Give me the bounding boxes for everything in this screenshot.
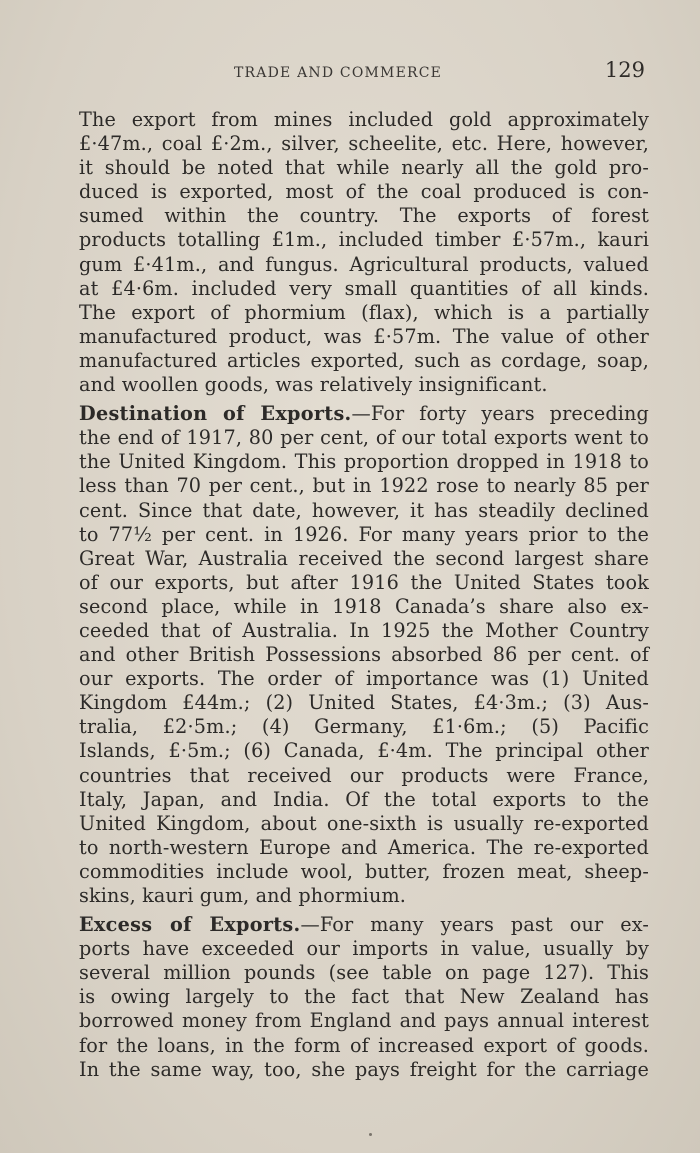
text-line: and other British Possessions absorbed 86 per cent. of [79, 643, 649, 667]
text-line: Islands, £·5m.; (6) Canada, £·4m. The principal other [79, 739, 649, 763]
text-line: Great War, Australia received the second largest share [79, 546, 649, 570]
text-line: Kingdom £44m.; (2) United States, £4·3m.; (3) Aus- [79, 691, 649, 715]
section-heading: Destination of Exports. [79, 402, 352, 426]
text-line: ceeded that of Australia. In 1925 the Mother Country [79, 618, 649, 642]
page-number: 129 [604, 58, 645, 82]
text-line: manufactured product, was £·57m. The value of other [79, 324, 649, 348]
text-line: less than 70 per cent., but in 1922 rose to nearly 85 per [79, 474, 649, 498]
text-line: our exports. The order of importance was (1) United [79, 667, 649, 691]
paragraph-mines-exports [79, 108, 649, 397]
text-line: is owing largely to the fact that New Zealand has [79, 985, 649, 1009]
text-line: the end of 1917, 80 per cent, of our total exports went to [79, 426, 649, 450]
text-line: In the same way, too, she pays freight for the carriage [79, 1057, 649, 1081]
paragraph-excess-of-exports [79, 913, 649, 1082]
page-header [79, 58, 649, 88]
text-line: to north-western Europe and America. The re-exported [79, 835, 649, 859]
text-line: the United Kingdom. This proportion dropped in 1918 to [79, 450, 649, 474]
text-line-with-heading [79, 402, 649, 426]
paragraph-destination-of-exports [79, 402, 649, 908]
running-head: TRADE AND COMMERCE [234, 65, 443, 81]
text-line: and woollen goods, was relatively insignificant. [79, 373, 548, 397]
text-line: for the loans, in the form of increased export of goods. [79, 1033, 649, 1057]
text-line: of our exports, but after 1916 the United States took [79, 570, 649, 594]
text-line: skins, kauri gum, and phormium. [79, 884, 407, 907]
text-line: ports have exceeded our imports in value, usually by [79, 937, 649, 961]
body-text [79, 108, 649, 1082]
text-line: at £4·6m. included very small quantities of all kinds. [79, 276, 649, 300]
text-line: sumed within the country. The exports of forest [79, 204, 649, 228]
book-page [79, 58, 649, 1087]
text-line: manufactured articles exported, such as cordage, soap, [79, 348, 649, 372]
text-line: it should be noted that while nearly all the gold pro- [79, 156, 649, 180]
section-heading: Excess of Exports. [79, 913, 301, 937]
text-line: to 77½ per cent. in 1926. For many years prior to the [79, 522, 649, 546]
text-line: gum £·41m., and fungus. Agricultural products, valued [79, 252, 649, 276]
text-line: Italy, Japan, and India. Of the total exports to the [79, 787, 649, 811]
text-line: several million pounds (see table on page 127). This [79, 961, 649, 985]
text-line: products totalling £1m., included timber £·57m., kauri [79, 228, 649, 252]
text-line: The export of phormium (flax), which is a partially [79, 300, 649, 324]
text-line: —For many years past our ex- [300, 913, 649, 937]
text-line: tralia, £2·5m.; (4) Germany, £1·6m.; (5) Pacific [79, 715, 649, 739]
text-line: second place, while in 1918 Canada’s share also ex- [79, 594, 649, 618]
text-line: The export from mines included gold approximately [79, 108, 649, 131]
text-line-with-heading [79, 913, 649, 937]
text-line: —For forty years preceding [351, 402, 649, 426]
text-line: commodities include wool, butter, frozen meat, sheep- [79, 859, 649, 883]
text-line: cent. Since that date, however, it has steadily declined [79, 498, 649, 522]
text-line: £·47m., coal £·2m., silver, scheelite, etc. Here, however, [79, 132, 649, 156]
text-line: borrowed money from England and pays annual interest [79, 1009, 649, 1033]
paper-speck [369, 1133, 372, 1136]
text-line: duced is exported, most of the coal produced is con- [79, 180, 649, 204]
text-line: countries that received our products were France, [79, 763, 649, 787]
text-line: United Kingdom, about one-sixth is usually re-exported [79, 811, 649, 835]
